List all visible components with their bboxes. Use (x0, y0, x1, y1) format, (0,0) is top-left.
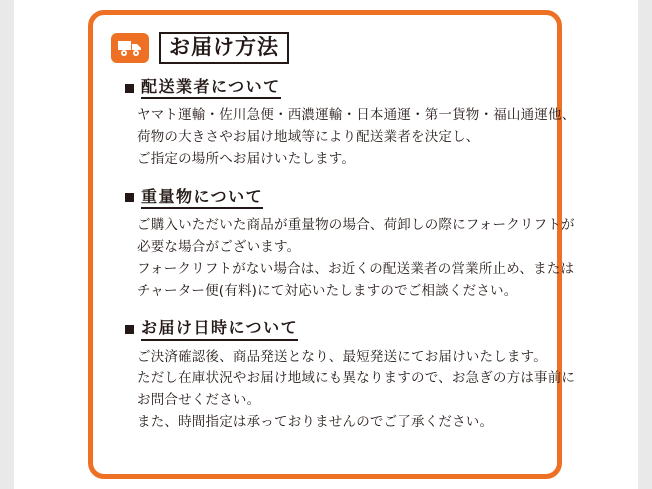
body-line: ヤマト運輸・佐川急便・西濃運輸・日本通運・第一貨物・福山通運他、 (137, 107, 576, 124)
section-heading-row (125, 318, 543, 340)
right-letterbox (638, 0, 652, 489)
section-spacer (123, 306, 543, 318)
section-shipping-carriers (123, 77, 576, 171)
square-bullet-icon (125, 84, 134, 93)
section-spacer (123, 175, 543, 187)
section-body (137, 215, 575, 302)
section-delivery-datetime (123, 318, 576, 434)
body-line: フォークリフトがない場合は、お近くの配送業者の営業所止め、または (137, 260, 575, 277)
section-heading: 重量物について (141, 187, 263, 209)
body-line: また、時間指定は承っておりませんのでご了承ください。 (137, 414, 494, 431)
card-content (123, 77, 576, 438)
body-line: ご決済確認後、商品発送となり、最短発送にてお届けいたします。 (137, 348, 547, 365)
body-line: 荷物の大きさやお届け地域等により配送業者を決定し、 (137, 129, 480, 146)
body-line: チャーター便(有料)にて対応いたしますのでご相談ください。 (137, 282, 518, 299)
delivery-truck-icon (111, 33, 149, 63)
square-bullet-icon (125, 325, 134, 334)
section-heading: 配送業者について (141, 77, 281, 99)
section-body (137, 105, 576, 171)
left-letterbox (0, 0, 14, 489)
body-line: ご購入いただいた商品が重量物の場合、荷卸しの際にフォークリフトが (137, 216, 575, 233)
body-line: ご指定の場所へお届けいたします。 (137, 150, 356, 167)
body-line: 必要な場合がございます。 (137, 238, 301, 255)
section-heading-row (125, 187, 543, 209)
card-header (111, 32, 289, 64)
section-heading: お届け日時について (141, 318, 298, 340)
body-line: ただし在庫状況やお届け地域にも異なりますので、お急ぎの方は事前に (137, 370, 576, 387)
page-title: お届け方法 (169, 35, 279, 59)
section-body (137, 347, 576, 434)
square-bullet-icon (125, 193, 134, 202)
page-title-box (159, 32, 289, 64)
section-heavy-items (123, 186, 575, 303)
delivery-info-card (88, 10, 576, 479)
section-heading-row (125, 77, 543, 99)
body-line: お問合せください。 (137, 392, 261, 409)
